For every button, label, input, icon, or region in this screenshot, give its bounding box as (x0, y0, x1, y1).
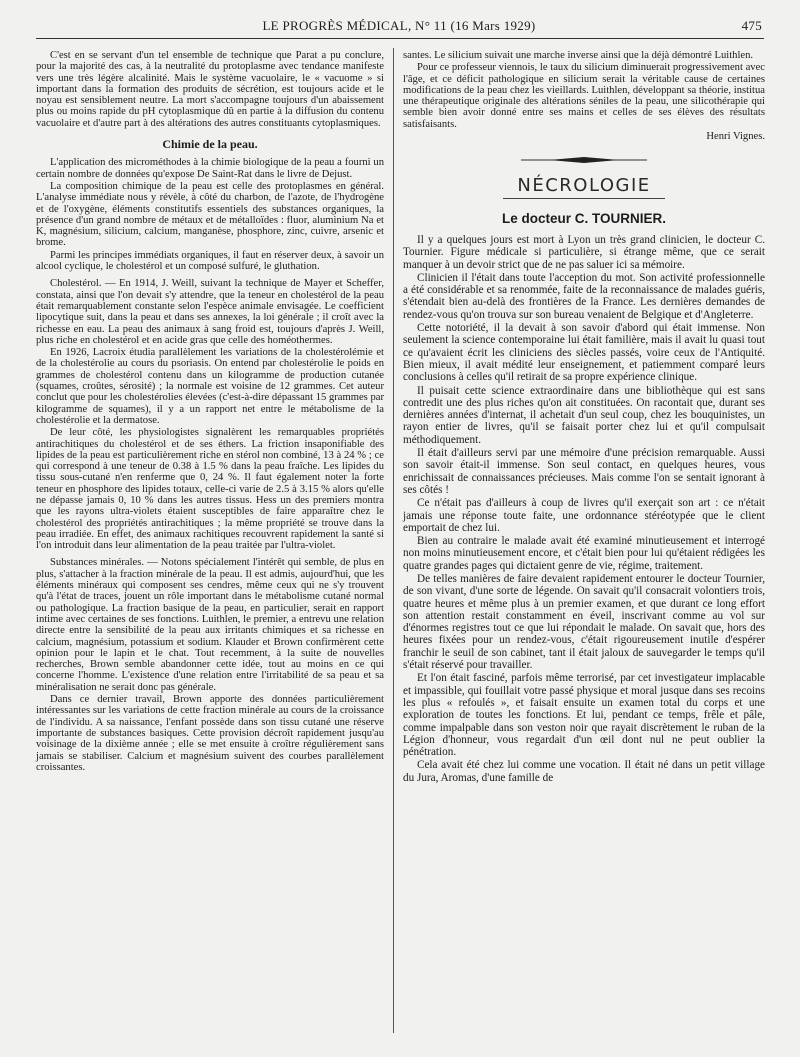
necrology-rule (503, 198, 665, 199)
journal-title: LE PROGRÈS MÉDICAL, N° 11 (16 Mars 1929) (262, 18, 536, 33)
obituary-paragraph: Clinicien il l'était dans toute l'acception du mot. Son activité professionnelle a été considérable et sa renommée, faite de la reconnaissance de malades guéris, s'étendait bien au-delà des frontières de la France. Les dernières demandes de rendez-vous qu'on trouva sur son bureau venaient de Belgique et d'Angleterre. (403, 271, 765, 321)
paragraph-chimie-1: L'application des microméthodes à la chimie biologique de la peau a fourni un certain nombre de données qu'expose De Saint-Rat dans le livre de Dejust. (36, 157, 384, 180)
obituary-paragraph: Et l'on était fasciné, parfois même terrorisé, par cet investigateur implacable et impassible, qui fouillait votre passé physique et moral jusque dans ses recoins les plus « refoulés », et faisait ensuite un examen total du corps et une exploration de toutes les fonctions. Et lui, pendant ce temps, frêle et pâle, comme impalpable dans son veston noir que rayait discrètement le ruban de la Légion d'honneur, vous regardait d'un œil dont nul ne peut oublier la pénétration. (403, 672, 765, 759)
paragraph-chimie-2: La composition chimique de la peau est celle des protoplasmes en général. L'analyse immédiate nous y révèle, à côté du charbon, de l'azote, de l'hydrogène et de l'oxygène, éléments constitutifs essentiels des substances organiques, la présence d'un grand nombre de métaux et de métalloïdes : fluor, aluminium Na et K, magnésium, silicium, calcium, manganèse, phosphore, zinc, cuivre, arsenic et brome. (36, 180, 384, 249)
paragraph-cholesterol-3: De leur côté, les physiologistes signalèrent les remarquables propriétés antirachitiques du cholestérol et de ses éthers. La friction insaponifiable des lipides de la peau est particulièrement riche en stérol non combiné, 13 à 24 % ; ce qui correspond à une teneur de 0.38 à 1.5 % dans la peau fraîche. Les lipides du tissu sous-cutané n'en renferme que 0, 24 %. Il faut également noter la forte teneur en phosphore des lipides totaux, celle-ci varie de 2.5 à 3.15 % alors qu'elle ne dépasse jamais 0, 10 % dans les autres tissus. Hess un des premiers montra que les rayons ultra-violets étaient susceptibles de faire apparaître chez le cholestérol des propriétés antirachitiques ; la même propriété se trouve dans la peau irradiée. En effet, des animaux rachitiques recouvrent rapidement la santé si l'on introduit dans leur alimentation de la peau traitée par l'ultra-violet. (36, 427, 384, 552)
obituary-paragraph: De telles manières de faire devaient rapidement entourer le docteur Tournier, de son vivant, d'une sorte de légende. On savait qu'il consacrait volontiers trois, quatre heures et même plus à un premier examen, et que durant ce long effort son attention restait constamment en éveil, inscrivant comme au vol sur d'énormes registres tout ce que lui répondait le malade. On savait que, hors des heures fixées pour un rendez-vous, c'était rigoureusement inutile d'espérer franchir le seuil de son cabinet, tant il était jaloux de sauvegarder le temps qu'il s'était réservé pour travailler. (403, 572, 765, 672)
obituary-paragraph: Il y a quelques jours est mort à Lyon un très grand clinicien, le docteur C. Tournier. Figure médicale si particulière, si étrange même, que ce serait manquer à un devoir strict que de ne pas saluer ici sa mémoire. (403, 233, 765, 271)
obituary-heading: Le docteur C. TOURNIER. (501, 210, 667, 226)
obituary-paragraph: Cela avait été chez lui comme une vocation. Il était né dans un petit village du Jura, Aromas, d'une famille de (403, 759, 765, 784)
paragraph-luithlen: Pour ce professeur viennois, le taux du silicium diminuerait progressivement avec l'âge, et ce déficit pathologique en silicium serait la véritable cause de certaines modifications de la peau chez les vieillards. Luithlen, développant sa théorie, institua une thérapeutique originale des altérations séniles de la peau, une silicothérapie qui semble bien avoir donné entre ses mains et celles de ses élèves des résultats satisfaisants. (403, 62, 765, 130)
obituary-paragraph: Il était d'ailleurs servi par une mémoire d'une précision remarquable. Aussi son savoir était-il immense. Son seul contact, en quelques heures, vous enrichissait de connaissances précieuses. Mais comme l'on se sentait ignorant à ses côtés ! (403, 447, 765, 496)
paragraph-intro: C'est en se servant d'un tel ensemble de technique que Parat a pu conclure, pour la majorité des cas, à la neutralité du protoplasme avec tendance manifeste vers une très légère alcalinité. Mais le système vacuolaire, le « vacuome » si important dans la formation des produits de sécrétion, est toujours acide et le noyau est sensiblement neutre. La mort s'accompagne toujours d'un abaissement plus ou moins rapide du pH cytoplasmique dû en partie à la diffusion du contenu vacuolaire et d'autre part à des altérations des autres constituants cytoplasmiques. (36, 50, 384, 129)
section-heading-chimie: Chimie de la peau. (162, 137, 258, 152)
obituary-paragraph: Bien au contraire le malade avait été examiné minutieusement et interrogé non moins minutieusement encore, et c'était bien pour lui qu'étaient rédigées les quatre grandes pages qui dictaient genre de vie, régime, traitement. (403, 535, 765, 572)
obituary-body (403, 234, 765, 784)
page-number: 475 (741, 18, 762, 33)
paragraph-continuation: santes. Le silicium suivait une marche inverse ainsi que la déjà démontré Luithlen. (403, 50, 754, 61)
right-column (403, 50, 765, 785)
paragraph-cholesterol-2: En 1926, Lacroix étudia parallèlement les variations de la cholestérolémie et de la cholestérolie au cours du psoriasis. On entend par cholestérolie le poids en grammes de cholestérol contenu dans un kilogramme de production cutanée (squames, croûtes, sérosité) ; la normale est voisine de 12 grammes. Cet auteur conclut que pour les cholestérolies élevées (c'est-à-dire dépassant 15 grammes par kilogramme de squames), il y a un rapport net entre le métabolisme de la cholestérolie et la dermatose. (36, 347, 384, 426)
ornament-divider (519, 154, 649, 166)
obituary-paragraph: Cette notoriété, il la devait à son savoir d'abord qui était immense. Non seulement la science contemporaine lui était familière, mais il avait lu quasi tout ce qu'avaient écrit les cliniciens des siècles passés, voire ceux de l'Antiquité. Bien mieux, il avait médité leur enseignement, et patiemment comparé leurs conclusions à celles qu'il retirait de sa propre expérience clinique. (403, 322, 765, 384)
obituary-paragraph: Ce n'était pas d'ailleurs à coup de livres qu'il exerçait son art : ce n'était jamais une réponse toute faite, une ordonnance stéréotypée que le client emportait de chez lui. (403, 497, 765, 534)
left-column (36, 50, 384, 774)
paragraph-chimie-3: Parmi les principes immédiats organiques, il faut en réserver deux, à savoir un alcool cyclique, le cholestérol et un composé sulfuré, le gluthation. (36, 249, 384, 273)
running-header (36, 18, 762, 40)
column-separator (393, 48, 394, 1033)
obituary-paragraph: Il puisait cette science extraordinaire dans une bibliothèque qui est sans contredit une des plus riches qu'on ait constituées. On racontait que, durant ses dernières années d'internat, il achetait d'un seul coup, chez les bouquinistes, un rayon entier de livres, qu'il se faisait porter chez lui et qu'il compulsait méthodiquement. (403, 384, 765, 446)
header-rule (36, 38, 764, 39)
paragraph-mineral-2: Dans ce dernier travail, Brown apporte des données particulièrement intéressantes sur les variations de cette fraction minérale au cours de la croissance de l'individu. A sa naissance, l'enfant possède dans son tissu cutané une réserve importante de substances basiques. Cette provision décroît rapidement jusqu'au voisinage de la dixième année ; elle se met ensuite à croître régulièrement sans jamais se stabiliser. Calcium et magnésium suivent des courbes parallèlement croissantes. (36, 694, 384, 773)
paragraph-mineral-1: Substances minérales. — Notons spécialement l'intérêt qui semble, de plus en plus, s'attacher à la fraction minérale de la peau. Il est admis, aujourd'hui, que les éléments minéraux qui composent ses cendres, même ceux qui ne s'y trouvent qu'à l'état de traces, jouent un rôle important dans le métabolisme cutané normal ou pathologique. La fraction basique de la peau, en particulier, serait en rapport intime avec certaines de ses fonctions. Luithlen, le premier, a entrevu une relation directe entre la sensibilité de la peau aux irritants chimiques et sa richesse en calcium, magnésium, potassium et sodium. Klauder et Brown confirmèrent cette opinion pour le lapin et le chat. Tout recemment, à la suite de nouvelles recherches, Brown semble abandonner cette idée, tout au moins en ce qui concerne l'homme. L'existence d'une relation entre l'irritabilité de sa peau et sa minéralisation ne serait donc pas générale. (36, 557, 384, 693)
paragraph-cholesterol-1: Cholestérol. — En 1914, J. Weill, suivant la technique de Mayer et Scheffer, constata, ainsi que l'on devait s'y attendre, que la teneur en cholestérol de la peau était remarquablement constante selon l'espèce animale envisagée. Le coefficient lipocytique suit, dans la peau et dans ses annexes, la loi générale ; il croît avec la richesse en eau. La peau des animaux à sang froid est, toujours d'après J. Weill, plus riche en cholestérol et en acide gras que celle des homéothermes. (36, 278, 384, 346)
necrology-title: NÉCROLOGIE (517, 175, 651, 197)
author-signature: Henri Vignes. (706, 131, 765, 143)
